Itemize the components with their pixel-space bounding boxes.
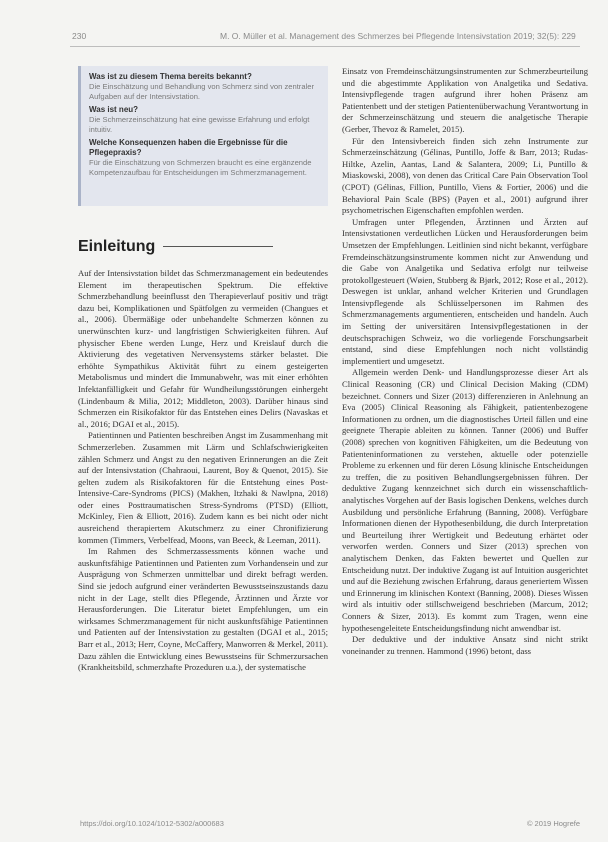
paragraph: Einsatz von Fremdeinschätzungsinstrumenten zur Schmerzbeurteilung und die abgestimmte Applikation von Analgetika und Sedativa. Intensivpflegende tragen aufgrund ihrer hohen Präsenz am Patientenbett und der stetigen Patientenüberwachung Verantwortung in der Schmerzeinschätzung und steuern die analgetische Therapie (Gerber, Thevoz & Ramelet, 2015). xyxy=(342,66,588,134)
page-footer xyxy=(70,819,580,831)
paragraph: Umfragen unter Pflegenden, Ärztinnen und Ärzten auf Intensivstationen verdeutlichen Lücken und Herausforderungen beim Umsetzen der Empfehlungen. Leitlinien sind nicht bekannt, verfügbare Fremdeinschätzungsinstrumente kommen nicht zur Anwendung und die Gabe von Analgetika und Sedativa erfolgt nur teilweise protokollgesteuert (Wøien, Stubberg & Bjørk, 2012; Rose et al., 2012). Deswegen ist unklar, anhand welcher Kriterien und Grundlagen Intensivpflegende als Schlüsselpersonen im Rahmen des Schmerzmanagements argumentieren, entscheiden und handeln. Auch im Setting der universitären Intensivpflegestationen in der deutschsprachigen Schweiz, wo die vorliegende Forschungsarbeit entstand, sind diese Empfehlungen noch nicht vollständig implementiert und umgesetzt. xyxy=(342,216,588,366)
box-question-1: Was ist zu diesem Thema bereits bekannt? xyxy=(89,72,252,81)
running-head: M. O. Müller et al. Management des Schmerzes bei Pflegende Intensivstation 2019; 32(5): 229 xyxy=(220,31,576,41)
box-answer-2: Die Schmerzeinschätzung hat eine gewisse Erfahrung und erfolgt intuitiv. xyxy=(89,115,310,134)
paragraph: Der deduktive und der induktive Ansatz sind nicht strikt voneinander zu trennen. Hammond (1996) betont, dass xyxy=(342,634,588,656)
publisher-note: © 2019 Hogrefe xyxy=(526,819,580,828)
section-heading-text: Einleitung xyxy=(78,238,156,255)
left-column xyxy=(78,268,328,808)
key-points-box xyxy=(78,66,328,206)
page-number: 230 xyxy=(72,31,87,41)
box-question-2: Was ist neu? xyxy=(89,105,139,114)
running-header xyxy=(70,30,580,47)
right-column xyxy=(342,66,588,812)
section-heading xyxy=(78,238,318,256)
box-question-3: Welche Konsequenzen haben die Ergebnisse für die Pflegepraxis? xyxy=(89,138,288,157)
box-answer-3: Für die Einschätzung von Schmerzen braucht es eine ergänzende Kompetenzaufbau für Entscheidungen im Schmerzmanagement. xyxy=(89,158,312,177)
paragraph: Patientinnen und Patienten beschreiben Angst im Zusammenhang mit Schmerzerleben. Zusammen mit Lärm und Schlafschwierigkeiten zählen Schmerz und Angst zu den negativen Erinnerungen an die Zeit auf der Intensivstation (Chahraoui, Laurent, Boy & Quenot, 2015). Sie gelten zudem als Risikofaktoren für die Entstehung eines Post-Intensive-Care-Syndroms (PICS) (Makhen, Itzhaki & Nawlpna, 2018) oder eines Posttraumatischen Stress-Syndroms (PTSD) (Elliott, McKinley, Fien & Elliott, 2016). Zudem kann es bei nicht oder nicht ausreichend therapiertem Akutschmerz zu einer Chronifizierung kommen (Timmers, Verbelfead, Moons, van Beeck, & Leeman, 2011). xyxy=(78,430,328,545)
heading-rule xyxy=(163,246,273,247)
paragraph: Für den Intensivbereich finden sich zehn Instrumente zur Schmerzeinschätzung (Gélinas, Puntillo, Joffe & Barr, 2013; Rudas-Hiltke, Azelin, Aantas, Land & Salantera, 2009; Li, Puntillo & Miaskowski, 2008), von denen das Critical Care Pain Observation Tool (CPOT) (Gélinas, Fillion, Puntillo, Viens & Fortier, 2006) und die Behavioral Pain Scale (BPS) (Payen et al., 2001) aufgrund ihrer psychometrischen Eigenschaften empfohlen werden. xyxy=(342,135,588,216)
box-answer-1: Die Einschätzung und Behandlung von Schmerz sind von zentraler Aufgaben auf der Intensivstation. xyxy=(89,82,314,101)
paragraph: Im Rahmen des Schmerzassessments können wache und auskunftsfähige Patientinnen und Patienten zum Vorhandensein und zur Ausprägung von Schmerzen unmittelbar und direkt befragt werden. Sind sie jedoch aufgrund einer veränderten Bewusstseinszustands dazu nicht in der Lage, stellt dies Pflegende, Ärztinnen und Ärzte vor Herausforderungen. Die Literatur bietet Empfehlungen, um ein wirksames Schmerzmanagement für nicht auskunftsfähige Patientinnen und Patienten auf der Intensivstation zu gestalten (DGAI et al., 2015; Barr et al., 2013; Herr, Coyne, McCaffery, Manworren & Merkel, 2011). Dazu zählen die Entwicklung eines Bewusstseins für Schmerzursachen (Krankheitsbild, schmerzhafte Prozeduren u.a.), der systematische xyxy=(78,546,328,673)
paragraph: Allgemein werden Denk- und Handlungsprozesse dieser Art als Clinical Reasoning (CR) und Clinical Decision Making (CDM) bezeichnet. Conners und Sizer (2013) differenzieren in Anlehnung an Eva (2005) Clinical Reasoning als Fähigkeit, patientenbezogene Informationen zu ordnen, um die diagnostisches Urteil fällen und eine geeignete Therapie ableiten zu können. Tanner (2006) und Buffer (2008) sprechen von kognitiven Fähigkeiten, um die Bedeutung von Patienteninformationen zu verstehen, aktuelle oder potenzielle Probleme zu erkennen und für deren Lösung klinische Entscheidungen zu treffen, die zu positiven Behandlungsergebnissen führen. Der deduktive Zugang kennzeichnet sich durch ein wissenschaftlich-analytisches Vorgehen auf der Basis logischen Denkens, welches durch Ausbildung und persönliche Erfahrung (Banning, 2008). Verfügbare Informationen dienen der Hypothesenbildung, die durch Interpretation und Beurteilung ihrer Wertigkeit und Bedeutung erhärtet oder verworfen werden. Conners und Sizer (2013) sprechen von analytischem Denken, das Fakten bewertet und Quellen zur Entscheidung nutzt. Der induktive Zugang ist auf Intuition ausgerichtet und auf die Beziehung zwischen Erfahrung, daraus generiertem Wissen und Erinnerung im klinischen Kontext (Banning, 2008). Dieses Wissen wird als intuitiv oder stillschweigend beschrieben (Marcum, 2012; Conners & Sizer, 2013). Es kommt zum Tragen, wenn eine hypothesengeleitete Entscheidungsfindung nicht anwendbar ist. xyxy=(342,367,588,633)
paragraph: Auf der Intensivstation bildet das Schmerzmanagement ein bedeutendes Element im therapeutischen Spektrum. Die effektive Schmerzbehandlung beeinflusst den Therapieverlauf positiv und trägt dazu bei, Komplikationen und Spätfolgen zu vermeiden (Changues et al., 2006). Übermäßige oder unbehandelte Schmerzen können zu unerwünschten kurz- und langfristigen Schwierigkeiten führen. Auf physischer Ebene werden Lunge, Herz und Kreislauf durch die Aktivierung des vegetativen Nervensystems stärker belastet. Die erhöhte Sympathikus Aktivität führt zu einem gesteigerten Metabolismus und mindert die Immunabwehr, was mit einer erhöhten Infektanfälligkeit und Gefahr für Wundheilungsstörungen einhergeht (Lindenbaum & Milia, 2012; Middleton, 2003). Darüber hinaus sind Schmerzen ein Risikofaktor für das Entstehen eines Delirs (Navaskas et al., 2016; DGAI et al., 2015). xyxy=(78,268,328,429)
doi-link[interactable]: https://doi.org/10.1024/1012-5302/a000683 xyxy=(80,819,224,828)
